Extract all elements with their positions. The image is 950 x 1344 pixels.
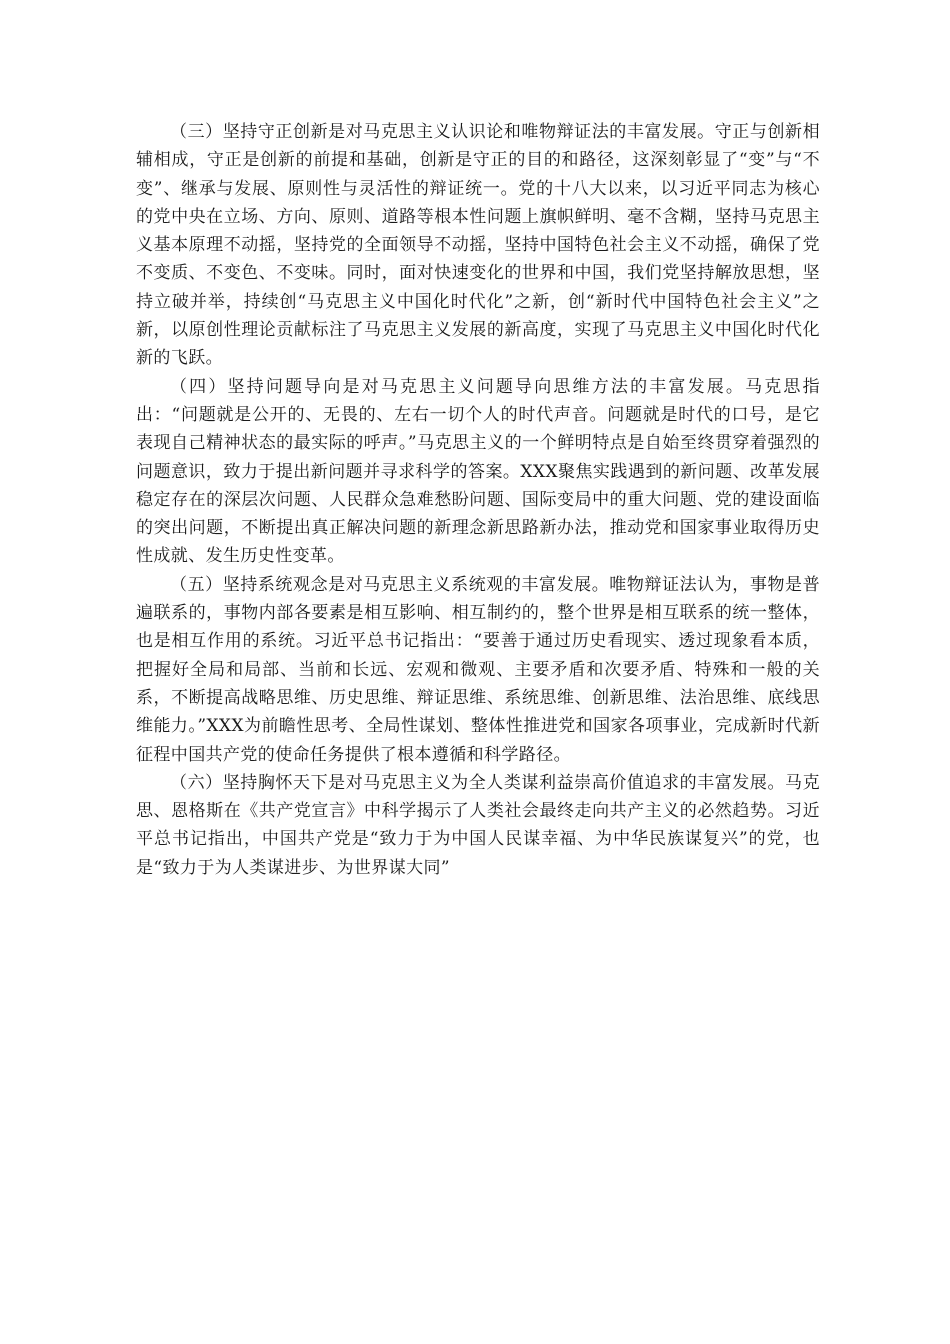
paragraph-3-adhere-integrity-innovation: （三）坚持守正创新是对马克思主义认识论和唯物辩证法的丰富发展。守正与创新相辅相成，守正是创新的前提和基础，创新是守正的目的和路径，这深刻彰显了“变”与“不变”、继承与发展、原则性与灵活性的辩证统一。党的十八大以来，以习近平同志为核心的党中央在立场、方向、原则、道路等根本性问题上旗帜鲜明、毫不含糊，坚持马克思主义基本原理不动摇，坚持党的全面领导不动摇，坚持中国特色社会主义不动摇，确保了党不变质、不变色、不变味。同时，面对快速变化的世界和中国，我们党坚持解放思想，坚持立破并举，持续创“马克思主义中国化时代化”之新，创“新时代中国特色社会主义”之新，以原创性理论贡献标注了马克思主义发展的新高度，实现了马克思主义中国化时代化新的飞跃。 (136, 122, 820, 369)
paragraph-5-systems-thinking: （五）坚持系统观念是对马克思主义系统观的丰富发展。唯物辩证法认为，事物是普遍联系的，事物内部各要素是相互影响、相互制约的，整个世界是相互联系的统一整体，也是相互作用的系统。习近平总书记指出：“要善于通过历史看现实、透过现象看本质，把握好全局和局部、当前和长远、宏观和微观、主要矛盾和次要矛盾、特殊和一般的关系，不断提高战略思维、历史思维、辩证思维、系统思维、创新思维、法治思维、底线思维能力。”XXX为前瞻性思考、全局性谋划、整体性推进党和国家各项事业，完成新时代新征程中国共产党的使命任务提供了根本遵循和科学路径。 (136, 574, 820, 765)
paragraph-6-global-vision: （六）坚持胸怀天下是对马克思主义为全人类谋利益崇高价值追求的丰富发展。马克思、恩格斯在《共产党宣言》中科学揭示了人类社会最终走向共产主义的必然趋势。习近平总书记指出，中国共产党是“致力于为中国人民谋幸福、为中华民族谋复兴”的党，也是“致力于为人类谋进步、为世界谋大同” (136, 772, 820, 878)
paragraph-4-problem-orientation: （四）坚持问题导向是对马克思主义问题导向思维方法的丰富发展。马克思指出：“问题就是公开的、无畏的、左右一切个人的时代声音。问题就是时代的口号，是它表现自己精神状态的最实际的呼声。”马克思主义的一个鲜明特点是自始至终贯穿着强烈的问题意识，致力于提出新问题并寻求科学的答案。XXX聚焦实践遇到的新问题、改革发展稳定存在的深层次问题、人民群众急难愁盼问题、国际变局中的重大问题、党的建设面临的突出问题，不断提出真正解决问题的新理念新思路新办法，推动党和国家事业取得历史性成就、发生历史性变革。 (136, 376, 820, 567)
document-body (136, 118, 820, 882)
